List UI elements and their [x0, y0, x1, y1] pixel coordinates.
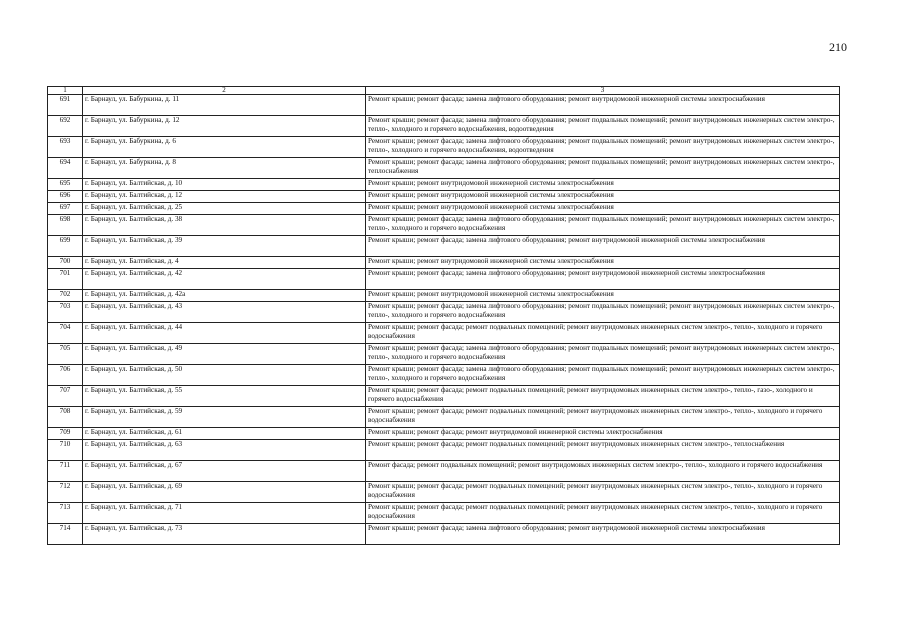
row-number: 699: [48, 236, 83, 257]
column-header-1: 1: [48, 87, 83, 95]
row-number: 712: [48, 482, 83, 503]
works-cell: Ремонт крыши; ремонт фасада; замена лифтового оборудования; ремонт подвальных помещений; ремонт внутридомовых инженерных систем электро-, тепло-, холодного и горячего водоснабжения: [366, 215, 840, 236]
address-cell: г. Барнаул, ул. Балтийская, д. 55: [83, 386, 366, 407]
address-cell: г. Барнаул, ул. Бабуркина, д. 8: [83, 158, 366, 179]
table-row: [48, 203, 840, 215]
row-number: 691: [48, 95, 83, 116]
column-header-3: 3: [366, 87, 840, 95]
table-row: [48, 386, 840, 407]
page-number: 210: [829, 40, 847, 54]
table-row: [48, 191, 840, 203]
works-cell: Ремонт крыши; ремонт фасада; ремонт подвальных помещений; ремонт внутридомовых инженерных систем электро-, тепло-, холодного и горячего водоснабжения: [366, 503, 840, 524]
table-row: [48, 482, 840, 503]
table-row: [48, 116, 840, 137]
works-cell: Ремонт крыши; ремонт фасада; замена лифтового оборудования; ремонт внутридомовой инженерной системы электроснабжения: [366, 269, 840, 290]
address-cell: г. Барнаул, ул. Балтийская, д. 61: [83, 428, 366, 440]
table-row: [48, 158, 840, 179]
address-cell: г. Барнаул, ул. Балтийская, д. 42: [83, 269, 366, 290]
table-row: [48, 440, 840, 461]
table-row: [48, 179, 840, 191]
address-cell: г. Барнаул, ул. Балтийская, д. 10: [83, 179, 366, 191]
table-row: [48, 269, 840, 290]
row-number: 693: [48, 137, 83, 158]
works-cell: Ремонт крыши; ремонт фасада; ремонт подвальных помещений; ремонт внутридомовых инженерных систем электро-, тепло-, холодного и горячего водоснабжения: [366, 482, 840, 503]
table-row: [48, 290, 840, 302]
address-cell: г. Барнаул, ул. Балтийская, д. 42а: [83, 290, 366, 302]
row-number: 711: [48, 461, 83, 482]
works-cell: Ремонт крыши; ремонт внутридомовой инженерной системы электроснабжения: [366, 257, 840, 269]
address-cell: г. Барнаул, ул. Балтийская, д. 69: [83, 482, 366, 503]
table-row: [48, 365, 840, 386]
address-cell: г. Барнаул, ул. Балтийская, д. 59: [83, 407, 366, 428]
works-cell: Ремонт крыши; ремонт фасада; замена лифтового оборудования; ремонт внутридомовой инженерной системы электроснабжения: [366, 236, 840, 257]
row-number: 704: [48, 323, 83, 344]
works-cell: Ремонт фасада; ремонт подвальных помещений; ремонт внутридомовых инженерных систем электро-, тепло-, холодного и горячего водоснабжения: [366, 461, 840, 482]
address-cell: г. Барнаул, ул. Балтийская, д. 38: [83, 215, 366, 236]
address-cell: г. Барнаул, ул. Балтийская, д. 44: [83, 323, 366, 344]
works-cell: Ремонт крыши; ремонт фасада; замена лифтового оборудования; ремонт внутридомовой инженерной системы электроснабжения: [366, 95, 840, 116]
works-cell: Ремонт крыши; ремонт фасада; ремонт подвальных помещений; ремонт внутридомовых инженерных систем электро-, тепло-, газо-, холодного и горячего водоснабжения: [366, 386, 840, 407]
works-cell: Ремонт крыши; ремонт фасада; замена лифтового оборудования; ремонт внутридомовой инженерной системы электроснабжения: [366, 524, 840, 545]
address-cell: г. Барнаул, ул. Балтийская, д. 73: [83, 524, 366, 545]
works-cell: Ремонт крыши; ремонт фасада; замена лифтового оборудования; ремонт подвальных помещений; ремонт внутридомовых инженерных систем электро-, тепло-, холодного и горячего водоснабжения, водоотведения: [366, 116, 840, 137]
row-number: 713: [48, 503, 83, 524]
row-number: 700: [48, 257, 83, 269]
address-cell: г. Барнаул, ул. Балтийская, д. 71: [83, 503, 366, 524]
table-row: [48, 461, 840, 482]
address-cell: г. Барнаул, ул. Балтийская, д. 39: [83, 236, 366, 257]
table-row: [48, 302, 840, 323]
address-cell: г. Барнаул, ул. Балтийская, д. 63: [83, 440, 366, 461]
row-number: 697: [48, 203, 83, 215]
works-cell: Ремонт крыши; ремонт внутридомовой инженерной системы электроснабжения: [366, 179, 840, 191]
table-row: [48, 236, 840, 257]
row-number: 714: [48, 524, 83, 545]
address-cell: г. Барнаул, ул. Балтийская, д. 67: [83, 461, 366, 482]
address-cell: г. Барнаул, ул. Балтийская, д. 25: [83, 203, 366, 215]
table-row: [48, 407, 840, 428]
table-body: [48, 87, 840, 545]
table-row: [48, 323, 840, 344]
works-cell: Ремонт крыши; ремонт внутридомовой инженерной системы электроснабжения: [366, 191, 840, 203]
row-number: 705: [48, 344, 83, 365]
table-row: [48, 95, 840, 116]
works-cell: Ремонт крыши; ремонт фасада; замена лифтового оборудования; ремонт подвальных помещений; ремонт внутридомовых инженерных систем электро-, тепло-, холодного и горячего водоснабжения: [366, 365, 840, 386]
works-cell: Ремонт крыши; ремонт фасада; замена лифтового оборудования; ремонт подвальных помещений; ремонт внутридомовых инженерных систем электро-, тепло-, холодного и горячего водоснабжения, водоотведения: [366, 137, 840, 158]
row-number: 702: [48, 290, 83, 302]
row-number: 708: [48, 407, 83, 428]
address-cell: г. Барнаул, ул. Бабуркина, д. 11: [83, 95, 366, 116]
row-number: 694: [48, 158, 83, 179]
row-number: 696: [48, 191, 83, 203]
row-number: 698: [48, 215, 83, 236]
row-number: 706: [48, 365, 83, 386]
works-cell: Ремонт крыши; ремонт фасада; замена лифтового оборудования; ремонт подвальных помещений; ремонт внутридомовых инженерных систем электро-, теплоснабжения: [366, 158, 840, 179]
works-cell: Ремонт крыши; ремонт внутридомовой инженерной системы электроснабжения: [366, 203, 840, 215]
table-row: [48, 257, 840, 269]
table-row: [48, 524, 840, 545]
works-cell: Ремонт крыши; ремонт фасада; ремонт подвальных помещений; ремонт внутридомовых инженерных систем электро-, тепло-, холодного и горячего водоснабжения: [366, 323, 840, 344]
row-number: 703: [48, 302, 83, 323]
works-cell: Ремонт крыши; ремонт внутридомовой инженерной системы электроснабжения: [366, 290, 840, 302]
row-number: 701: [48, 269, 83, 290]
address-cell: г. Барнаул, ул. Балтийская, д. 43: [83, 302, 366, 323]
address-cell: г. Барнаул, ул. Бабуркина, д. 6: [83, 137, 366, 158]
row-number: 692: [48, 116, 83, 137]
column-header-2: 2: [83, 87, 366, 95]
works-cell: Ремонт крыши; ремонт фасада; ремонт внутридомовой инженерной системы электроснабжения: [366, 428, 840, 440]
address-cell: г. Барнаул, ул. Балтийская, д. 4: [83, 257, 366, 269]
works-cell: Ремонт крыши; ремонт фасада; замена лифтового оборудования; ремонт подвальных помещений; ремонт внутридомовых инженерных систем электро-, тепло-, холодного и горячего водоснабжения: [366, 344, 840, 365]
address-cell: г. Барнаул, ул. Балтийская, д. 49: [83, 344, 366, 365]
row-number: 709: [48, 428, 83, 440]
row-number: 707: [48, 386, 83, 407]
works-cell: Ремонт крыши; ремонт фасада; ремонт подвальных помещений; ремонт внутридомовых инженерных систем электро-, теплоснабжения: [366, 440, 840, 461]
table-row: [48, 503, 840, 524]
works-cell: Ремонт крыши; ремонт фасада; ремонт подвальных помещений; ремонт внутридомовых инженерных систем электро-, тепло-, холодного и горячего водоснабжения: [366, 407, 840, 428]
address-cell: г. Барнаул, ул. Балтийская, д. 50: [83, 365, 366, 386]
row-number: 710: [48, 440, 83, 461]
column-number-row: [48, 87, 840, 95]
table-row: [48, 215, 840, 236]
repair-table: [47, 86, 840, 545]
table-row: [48, 344, 840, 365]
row-number: 695: [48, 179, 83, 191]
table-row: [48, 428, 840, 440]
works-cell: Ремонт крыши; ремонт фасада; замена лифтового оборудования; ремонт подвальных помещений; ремонт внутридомовых инженерных систем электро-, тепло-, холодного и горячего водоснабжения: [366, 302, 840, 323]
table-row: [48, 137, 840, 158]
address-cell: г. Барнаул, ул. Балтийская, д. 12: [83, 191, 366, 203]
address-cell: г. Барнаул, ул. Бабуркина, д. 12: [83, 116, 366, 137]
